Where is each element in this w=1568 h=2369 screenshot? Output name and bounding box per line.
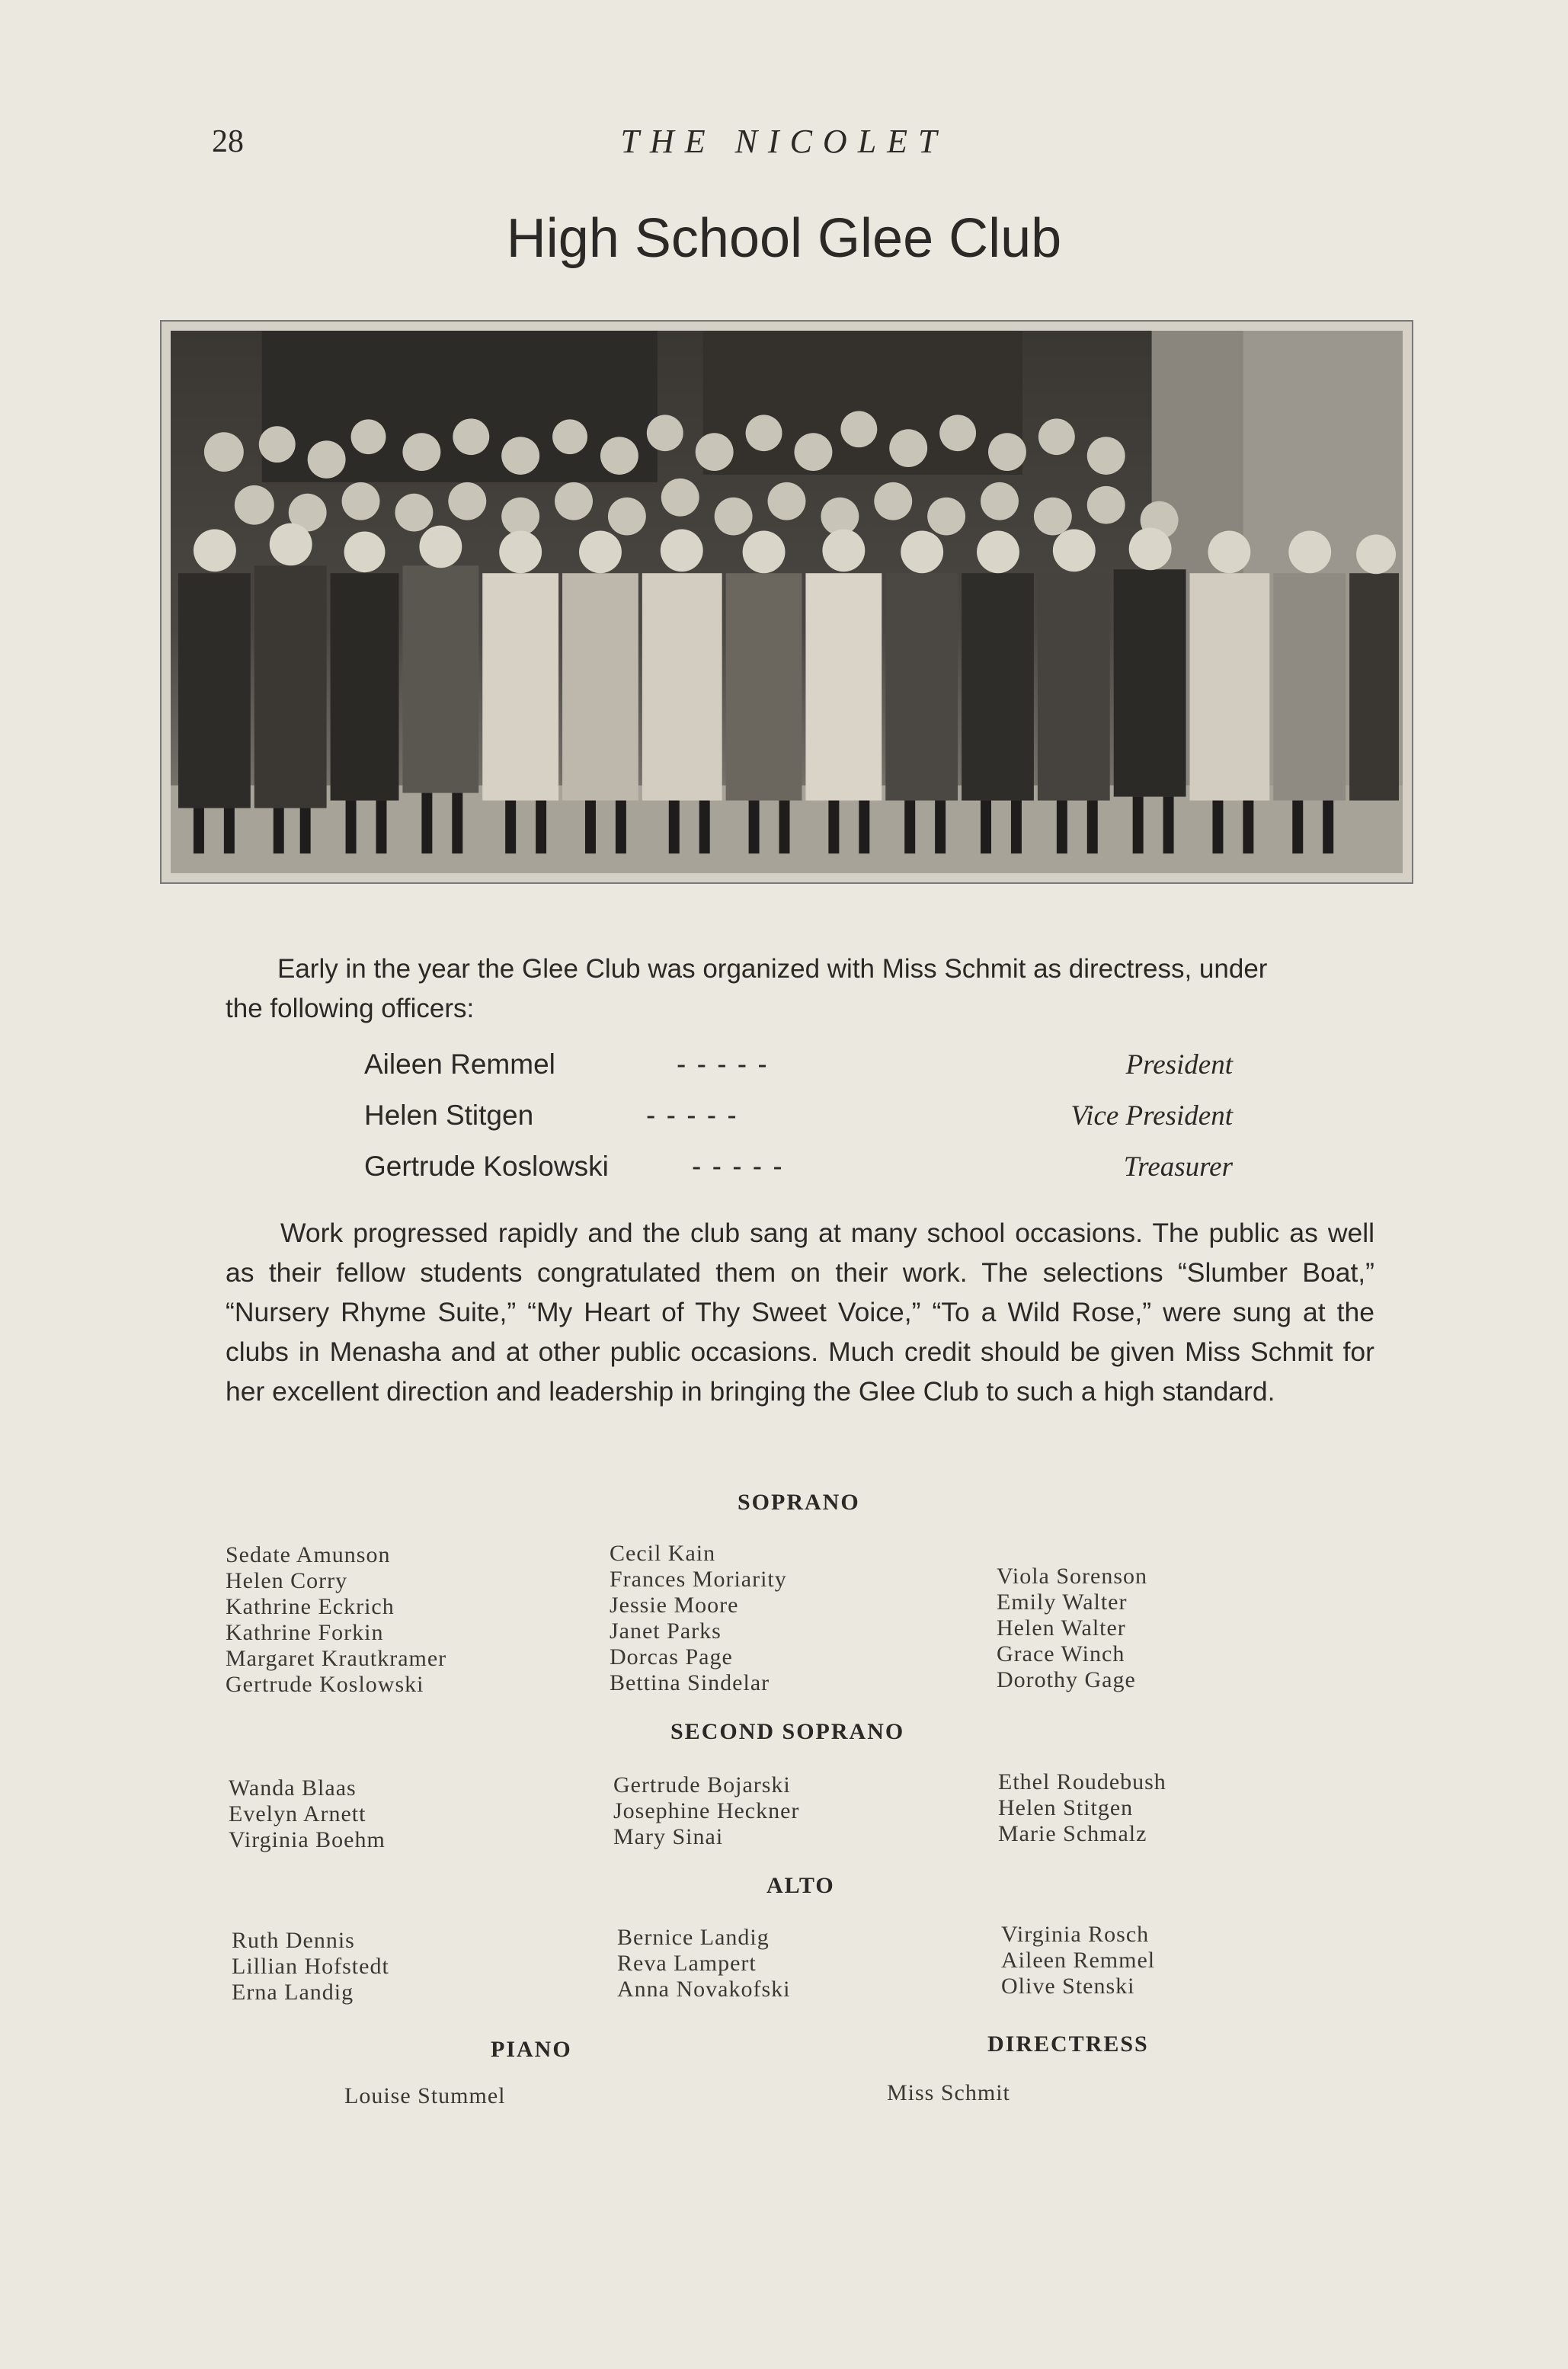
member-name: Bettina Sindelar bbox=[610, 1670, 770, 1695]
member-name: Dorcas Page bbox=[610, 1644, 733, 1670]
piano-name: Louise Stummel bbox=[344, 2083, 506, 2108]
member-name: Josephine Heckner bbox=[613, 1798, 800, 1823]
second-soprano-column-2 bbox=[613, 1772, 799, 1850]
member-name: Gertrude Koslowski bbox=[226, 1672, 424, 1697]
member-name: Virginia Rosch bbox=[1001, 1922, 1150, 1947]
page-number: 28 bbox=[212, 124, 244, 159]
member-name: Margaret Krautkramer bbox=[226, 1646, 447, 1671]
officer-name: Helen Stitgen bbox=[364, 1100, 534, 1131]
member-name: Ethel Roudebush bbox=[998, 1769, 1166, 1794]
group-photo bbox=[160, 320, 1413, 884]
page-title: High School Glee Club bbox=[506, 208, 1062, 269]
officer-dashes: - - - - - bbox=[677, 1048, 769, 1080]
member-name: Helen Walter bbox=[997, 1615, 1126, 1641]
second-soprano-column-3 bbox=[998, 1769, 1166, 1847]
intro-line-1: Early in the year the Glee Club was organized with Miss Schmit as directress, under bbox=[277, 954, 1268, 984]
second-soprano-heading: SECOND SOPRANO bbox=[670, 1719, 905, 1744]
officer-dashes: - - - - - bbox=[692, 1151, 784, 1182]
directress-name: Miss Schmit bbox=[887, 2080, 1010, 2105]
member-name: Reva Lampert bbox=[617, 1951, 757, 1976]
intro-paragraph bbox=[226, 949, 1371, 1029]
member-name: Bernice Landig bbox=[617, 1925, 770, 1950]
member-name: Viola Sorenson bbox=[997, 1564, 1148, 1589]
member-name: Ruth Dennis bbox=[232, 1928, 355, 1953]
officer-row bbox=[364, 1048, 1233, 1081]
alto-heading: ALTO bbox=[766, 1873, 835, 1898]
officer-row bbox=[364, 1151, 1233, 1183]
member-name: Olive Stenski bbox=[1001, 1974, 1135, 1999]
officer-role: Vice President bbox=[1070, 1100, 1233, 1132]
member-name: Frances Moriarity bbox=[610, 1567, 787, 1592]
soprano-column-1 bbox=[226, 1542, 446, 1698]
member-name: Aileen Remmel bbox=[1001, 1948, 1156, 1973]
member-name: Gertrude Bojarski bbox=[613, 1772, 791, 1798]
member-name: Mary Sinai bbox=[613, 1824, 724, 1849]
member-name: Emily Walter bbox=[997, 1589, 1128, 1615]
member-name: Jessie Moore bbox=[610, 1593, 739, 1618]
member-name: Cecil Kain bbox=[610, 1541, 716, 1566]
directress-heading: DIRECTRESS bbox=[987, 2031, 1149, 2057]
member-name: Virginia Boehm bbox=[229, 1827, 386, 1852]
body-paragraph: Work progressed rapidly and the club sang at many school occasions. The public as well as their fellow students congratulated them on their work. The selections “Slumber Boat,” “Nursery Rhyme Suite,” “My Heart of Thy Sweet Voice,” “To a Wild Rose,” were sung at the clubs in Menasha and at other public occasions. Much credit should be given Miss Schmit for her excellent direction and leadership in bringing the Glee Club to such a high standard. bbox=[226, 1218, 1374, 1407]
member-name: Janet Parks bbox=[610, 1618, 722, 1644]
soprano-column-3 bbox=[997, 1564, 1147, 1693]
member-name: Evelyn Arnett bbox=[229, 1801, 366, 1826]
member-name: Sedate Amunson bbox=[226, 1542, 391, 1567]
member-name: Anna Novakofski bbox=[617, 1977, 791, 2002]
officer-name: Gertrude Koslowski bbox=[364, 1151, 609, 1182]
member-name: Wanda Blaas bbox=[229, 1775, 357, 1801]
member-name: Marie Schmalz bbox=[998, 1821, 1147, 1846]
member-name: Kathrine Eckrich bbox=[226, 1594, 395, 1619]
second-soprano-column-1 bbox=[229, 1775, 386, 1853]
officer-role: President bbox=[1125, 1049, 1233, 1080]
soprano-column-2 bbox=[610, 1541, 787, 1696]
member-name: Helen Stitgen bbox=[998, 1795, 1134, 1820]
soprano-heading: SOPRANO bbox=[738, 1490, 860, 1515]
member-name: Lillian Hofstedt bbox=[232, 1954, 389, 1979]
officer-role: Treasurer bbox=[1123, 1151, 1233, 1183]
officer-dashes: - - - - - bbox=[646, 1100, 738, 1131]
member-name: Grace Winch bbox=[997, 1641, 1125, 1666]
member-name: Dorothy Gage bbox=[997, 1667, 1136, 1692]
member-name: Helen Corry bbox=[226, 1568, 348, 1593]
alto-column-1 bbox=[232, 1928, 389, 2006]
piano-heading: PIANO bbox=[491, 2037, 572, 2062]
alto-column-3 bbox=[1001, 1922, 1155, 1999]
running-head: THE NICOLET bbox=[620, 123, 948, 160]
alto-column-2 bbox=[617, 1925, 790, 2002]
intro-line-2: the following officers: bbox=[226, 994, 475, 1023]
member-name: Erna Landig bbox=[232, 1980, 354, 2005]
member-name: Kathrine Forkin bbox=[226, 1620, 384, 1645]
officer-row bbox=[364, 1100, 1233, 1132]
group-photo-image bbox=[171, 331, 1403, 873]
officer-name: Aileen Remmel bbox=[364, 1048, 555, 1080]
